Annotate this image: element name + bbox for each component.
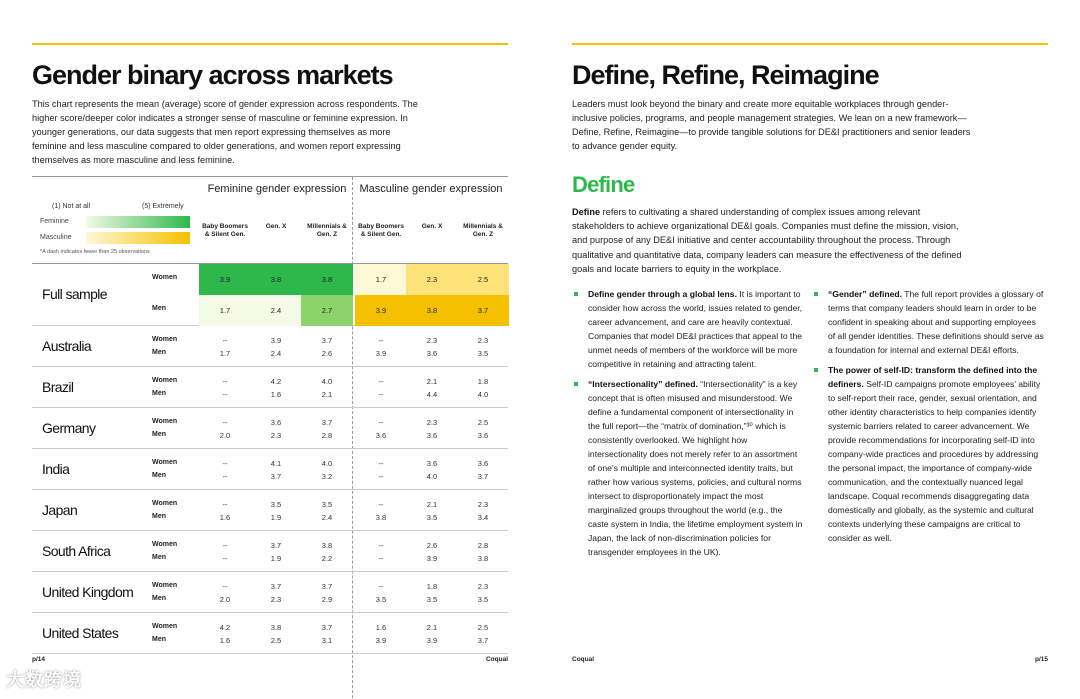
sex-label: Women bbox=[152, 500, 178, 507]
table-cell: -- bbox=[378, 390, 384, 399]
table-cell: 2.0 bbox=[219, 431, 231, 440]
table-cell: -- bbox=[222, 582, 228, 591]
table-cell: 3.7 bbox=[321, 582, 333, 591]
table-cell: 3.6 bbox=[477, 431, 489, 440]
table-row bbox=[32, 572, 508, 613]
table-cell: 1.7 bbox=[355, 264, 407, 295]
table-cell: 2.1 bbox=[426, 500, 438, 509]
table-cell: 3.6 bbox=[375, 431, 387, 440]
chart-intro: This chart represents the mean (average) score of gender expression across respondents. The higher score/deeper color indicates a stronger sense of masculine or feminine expression. In younger generations, our data suggests that men report expressing themselves as more feminine and less masculine compared to older generations, and women report expressing themselves as more masculine and less feminine. bbox=[32, 99, 418, 165]
table-cell: 2.5 bbox=[477, 418, 489, 427]
table-cell: 3.7 bbox=[270, 541, 282, 550]
table-row bbox=[32, 490, 508, 531]
table-cell: 2.1 bbox=[426, 377, 438, 386]
table-cell: 4.0 bbox=[321, 459, 333, 468]
table-row bbox=[32, 326, 508, 367]
table-cell: 2.1 bbox=[321, 390, 333, 399]
table-cell: -- bbox=[378, 541, 384, 550]
table-cell: -- bbox=[222, 500, 228, 509]
top-rule bbox=[32, 43, 508, 45]
country-label: United Kingdom bbox=[42, 584, 134, 600]
table-row bbox=[32, 408, 508, 449]
bullet-column-right bbox=[812, 287, 1044, 551]
country-label: Germany bbox=[42, 420, 96, 436]
table-cell: -- bbox=[222, 377, 228, 386]
sex-label: Men bbox=[152, 554, 166, 561]
table-cell: 3.8 bbox=[477, 554, 489, 563]
table-cell: 2.5 bbox=[477, 623, 489, 632]
sex-label: Men bbox=[152, 636, 166, 643]
table-cell: 2.6 bbox=[426, 541, 438, 550]
scale-high-label: (5) Extremely bbox=[142, 203, 184, 210]
sex-label: Men bbox=[152, 595, 166, 602]
table-row bbox=[32, 367, 508, 408]
table-cell: 3.6 bbox=[426, 459, 438, 468]
table-cell: 2.9 bbox=[321, 595, 333, 604]
top-rule bbox=[572, 43, 1048, 45]
feminine-gradient bbox=[86, 216, 190, 228]
gen-header: Baby Boomers & Silent Gen. bbox=[358, 223, 404, 238]
legend-masculine-label: Masculine bbox=[40, 234, 72, 241]
table-cell: 1.6 bbox=[375, 623, 387, 632]
table-cell: 3.7 bbox=[477, 636, 489, 645]
bullet-column-left bbox=[572, 287, 804, 565]
table-row bbox=[32, 449, 508, 490]
gen-header: Gen. X bbox=[265, 223, 287, 230]
country-label: Brazil bbox=[42, 379, 74, 395]
table-cell: 3.8 bbox=[375, 513, 387, 522]
table-cell: 3.7 bbox=[477, 472, 489, 481]
brand-footer: Coqual bbox=[572, 656, 595, 663]
define-text: refers to cultivating a shared understanding of complex issues among relevant stakeholders to achieve organizational DE&I goals. Companies must define the mission, vision, and purpose of any DE&I initiative and center accountability throughout the process. Through qualitative and quantitative data, company leaders can measure the effectiveness of the defined goals and locate barriers to equity in the workplace. bbox=[572, 207, 962, 274]
table-cell: 2.4 bbox=[250, 295, 302, 326]
table-cell: 2.3 bbox=[477, 336, 489, 345]
page-title: Gender binary across markets bbox=[32, 60, 393, 90]
table-cell: 3.5 bbox=[375, 595, 387, 604]
table-cell: 4.0 bbox=[426, 472, 438, 481]
bullet-item bbox=[812, 363, 1044, 545]
page-title: Define, Refine, Reimagine bbox=[572, 60, 879, 90]
table-cell: 3.9 bbox=[375, 349, 387, 358]
table-row bbox=[32, 264, 508, 326]
table-cell: 3.7 bbox=[321, 336, 333, 345]
table-cell: 2.5 bbox=[270, 636, 282, 645]
watermark: 大数跨境 bbox=[6, 670, 82, 690]
country-label: Full sample bbox=[42, 286, 107, 302]
table-cell: 3.9 bbox=[375, 636, 387, 645]
table-cell: 4.2 bbox=[219, 623, 231, 632]
table-cell: 1.9 bbox=[270, 513, 282, 522]
gen-header: Millennials & Gen. Z bbox=[463, 223, 503, 238]
table-cell: 1.8 bbox=[426, 582, 438, 591]
table-row bbox=[32, 531, 508, 572]
table-cell: 4.2 bbox=[270, 377, 282, 386]
table-cell: 3.9 bbox=[199, 264, 251, 295]
sex-label: Men bbox=[152, 472, 166, 479]
table-cell: 3.7 bbox=[270, 472, 282, 481]
table-cell: 3.8 bbox=[270, 623, 282, 632]
table-cell: 3.5 bbox=[270, 500, 282, 509]
table-cell: -- bbox=[378, 554, 384, 563]
masculine-gradient bbox=[86, 232, 190, 244]
table-cell: 3.6 bbox=[477, 459, 489, 468]
table-cell: 3.5 bbox=[321, 500, 333, 509]
country-label: India bbox=[42, 461, 70, 477]
scale-low-label: (1) Not at all bbox=[52, 203, 91, 210]
table-body bbox=[32, 264, 508, 654]
gen-header: Millennials & Gen. Z bbox=[307, 223, 347, 238]
table-cell: -- bbox=[222, 418, 228, 427]
table-cell: 3.6 bbox=[426, 349, 438, 358]
table-cell: 3.6 bbox=[426, 431, 438, 440]
table-cell: 4.0 bbox=[477, 390, 489, 399]
sex-label: Women bbox=[152, 418, 178, 425]
table-cell: 4.1 bbox=[270, 459, 282, 468]
sex-label: Women bbox=[152, 582, 178, 589]
table-cell: 1.6 bbox=[270, 390, 282, 399]
country-label: Australia bbox=[42, 338, 92, 354]
table-cell: 2.8 bbox=[321, 431, 333, 440]
table-cell: -- bbox=[222, 472, 228, 481]
define-lead: Define bbox=[572, 207, 601, 217]
table-cell: -- bbox=[378, 418, 384, 427]
sex-label: Men bbox=[152, 513, 166, 520]
table-cell: 3.8 bbox=[250, 264, 302, 295]
gen-header: Baby Boomers & Silent Gen. bbox=[202, 223, 248, 238]
sex-label: Men bbox=[152, 431, 166, 438]
table-cell: 4.4 bbox=[426, 390, 438, 399]
sex-label: Women bbox=[152, 377, 178, 384]
table-cell: 2.1 bbox=[426, 623, 438, 632]
define-heading: Define bbox=[572, 172, 635, 197]
table-cell: 3.5 bbox=[426, 513, 438, 522]
section-intro: Leaders must look beyond the binary and create more equitable workplaces through gender-inclusive policies, programs, and people management strategies. We lean on a new framework—Define, Refine, Reimagine—to provide tangible solutions for DE&I practitioners and senior leaders to advance gender equity. bbox=[572, 99, 971, 151]
table-row bbox=[32, 613, 508, 654]
sex-label: Men bbox=[152, 390, 166, 397]
table-cell: 3.9 bbox=[426, 636, 438, 645]
table-cell: 1.7 bbox=[219, 349, 231, 358]
table-cell: 3.7 bbox=[321, 623, 333, 632]
table-cell: 1.7 bbox=[199, 295, 251, 326]
table-cell: 2.3 bbox=[270, 595, 282, 604]
table-cell: 3.7 bbox=[321, 418, 333, 427]
bullet-lead: Define gender through a global lens. bbox=[588, 289, 737, 299]
table-cell: 3.7 bbox=[457, 295, 509, 326]
bullet-text: “Intersectionality” is a key concept that is often misused and misunderstood. We define a fundamental component of intersectionality in the full report—the “matrix of domination,”³⁰ which is consistently overlooked. We highlight how intersectionality does not merely refer to an assortment of one’s multiple and interconnected identity traits, but rather how various systems, policies, and cultural norms intersect to disproportionately impact the most marginalized groups throughout the world (e.g., the caste system in India, the lifetime employment system in Japan, the lack of non-discrimination policies for transgender employees in the UK). bbox=[588, 379, 803, 557]
table-cell: 2.3 bbox=[426, 336, 438, 345]
table-cell: 2.5 bbox=[457, 264, 509, 295]
bullet-lead: “Gender” defined. bbox=[828, 289, 903, 299]
table-cell: -- bbox=[378, 459, 384, 468]
table-cell: -- bbox=[378, 472, 384, 481]
masculine-group-header: Masculine gender expression bbox=[359, 183, 503, 195]
table-cell: 3.2 bbox=[321, 472, 333, 481]
table-cell: 2.2 bbox=[321, 554, 333, 563]
define-paragraph bbox=[572, 205, 972, 276]
table-cell: 2.3 bbox=[270, 431, 282, 440]
table-cell: 3.4 bbox=[477, 513, 489, 522]
table-cell: 2.7 bbox=[301, 295, 353, 326]
right-page bbox=[540, 0, 1080, 699]
bullet-item bbox=[572, 377, 804, 559]
table-cell: -- bbox=[222, 390, 228, 399]
table-cell: 2.3 bbox=[477, 582, 489, 591]
brand-footer: Coqual bbox=[485, 656, 508, 663]
table-cell: -- bbox=[222, 459, 228, 468]
country-label: United States bbox=[42, 625, 119, 641]
table-cell: 3.8 bbox=[301, 264, 353, 295]
table-cell: 2.3 bbox=[477, 500, 489, 509]
table-cell: 3.9 bbox=[270, 336, 282, 345]
bullet-text: Self-ID campaigns promote employees’ ability to self-report their race, gender, sexual orientation, and other identity characteristics to help companies identify systemic barriers related to career advancement. We provide recommendations for incorporating self-ID into company-wide practices and procedures by addressing the personal impact, the importance of company-wide communication, and the contextually nuanced legal landscape. Coqual recommends disaggregating data domestically and globally, as the systemic and cultural contexts underlying these campaigns are critical to consider as well. bbox=[828, 379, 1041, 543]
bullet-lead: The power of self-ID: transform the defined into the definers. bbox=[828, 365, 1038, 389]
sex-label: Men bbox=[152, 305, 166, 312]
table-cell: 2.4 bbox=[321, 513, 333, 522]
table-cell: -- bbox=[378, 336, 384, 345]
page-number: p/15 bbox=[1034, 656, 1048, 663]
table-cell: 1.8 bbox=[477, 377, 489, 386]
table-cell: 3.9 bbox=[355, 295, 407, 326]
sex-label: Women bbox=[152, 623, 178, 630]
country-label: Japan bbox=[42, 502, 78, 518]
sex-label: Women bbox=[152, 336, 178, 343]
page-number: p/14 bbox=[32, 656, 46, 663]
gen-header: Gen. X bbox=[421, 223, 443, 230]
table-cell: 3.8 bbox=[321, 541, 333, 550]
table-cell: 3.9 bbox=[426, 554, 438, 563]
table-cell: 2.8 bbox=[477, 541, 489, 550]
table-header bbox=[32, 176, 508, 264]
table-cell: 3.5 bbox=[426, 595, 438, 604]
table-cell: -- bbox=[222, 336, 228, 345]
table-cell: 2.6 bbox=[321, 349, 333, 358]
gender-expression-table bbox=[32, 176, 508, 654]
table-cell: -- bbox=[378, 582, 384, 591]
table-cell: 3.8 bbox=[406, 295, 458, 326]
color-legend bbox=[38, 203, 188, 255]
table-cell: -- bbox=[378, 377, 384, 386]
bullet-item bbox=[812, 287, 1044, 357]
legend-note: *A dash indicates fewer than 25 observations bbox=[40, 249, 150, 255]
table-cell: -- bbox=[222, 554, 228, 563]
bullet-text: It is important to consider how across the world, issues related to gender, career advancement, and care are heavily contextual. Companies that model DE&I practices that appeal to the unmet needs of members of the workforce will be more competitive in retaining and attracting talent. bbox=[588, 289, 803, 369]
table-cell: 4.0 bbox=[321, 377, 333, 386]
table-cell: -- bbox=[222, 541, 228, 550]
table-cell: -- bbox=[378, 500, 384, 509]
bullet-text: The full report provides a glossary of terms that company leaders should learn in order to be confident in speaking about and supporting employees of all gender identities. These definitions should serve as a foundation for internal and external DE&I efforts. bbox=[828, 289, 1044, 355]
sex-label: Women bbox=[152, 274, 178, 281]
country-label: South Africa bbox=[42, 543, 111, 559]
table-cell: 2.4 bbox=[270, 349, 282, 358]
table-cell: 1.9 bbox=[270, 554, 282, 563]
table-cell: 2.0 bbox=[219, 595, 231, 604]
table-cell: 1.6 bbox=[219, 513, 231, 522]
legend-feminine-label: Feminine bbox=[40, 218, 69, 225]
table-cell: 3.6 bbox=[270, 418, 282, 427]
table-cell: 3.5 bbox=[477, 349, 489, 358]
bullet-lead: “Intersectionality” defined. bbox=[588, 379, 698, 389]
table-cell: 3.1 bbox=[321, 636, 333, 645]
table-cell: 1.6 bbox=[219, 636, 231, 645]
feminine-group-header: Feminine gender expression bbox=[207, 183, 347, 195]
table-cell: 3.7 bbox=[270, 582, 282, 591]
sex-label: Men bbox=[152, 349, 166, 356]
table-cell: 2.3 bbox=[426, 418, 438, 427]
table-cell: 3.5 bbox=[477, 595, 489, 604]
sex-label: Women bbox=[152, 541, 178, 548]
bullet-item bbox=[572, 287, 804, 371]
sex-label: Women bbox=[152, 459, 178, 466]
table-cell: 2.3 bbox=[406, 264, 458, 295]
